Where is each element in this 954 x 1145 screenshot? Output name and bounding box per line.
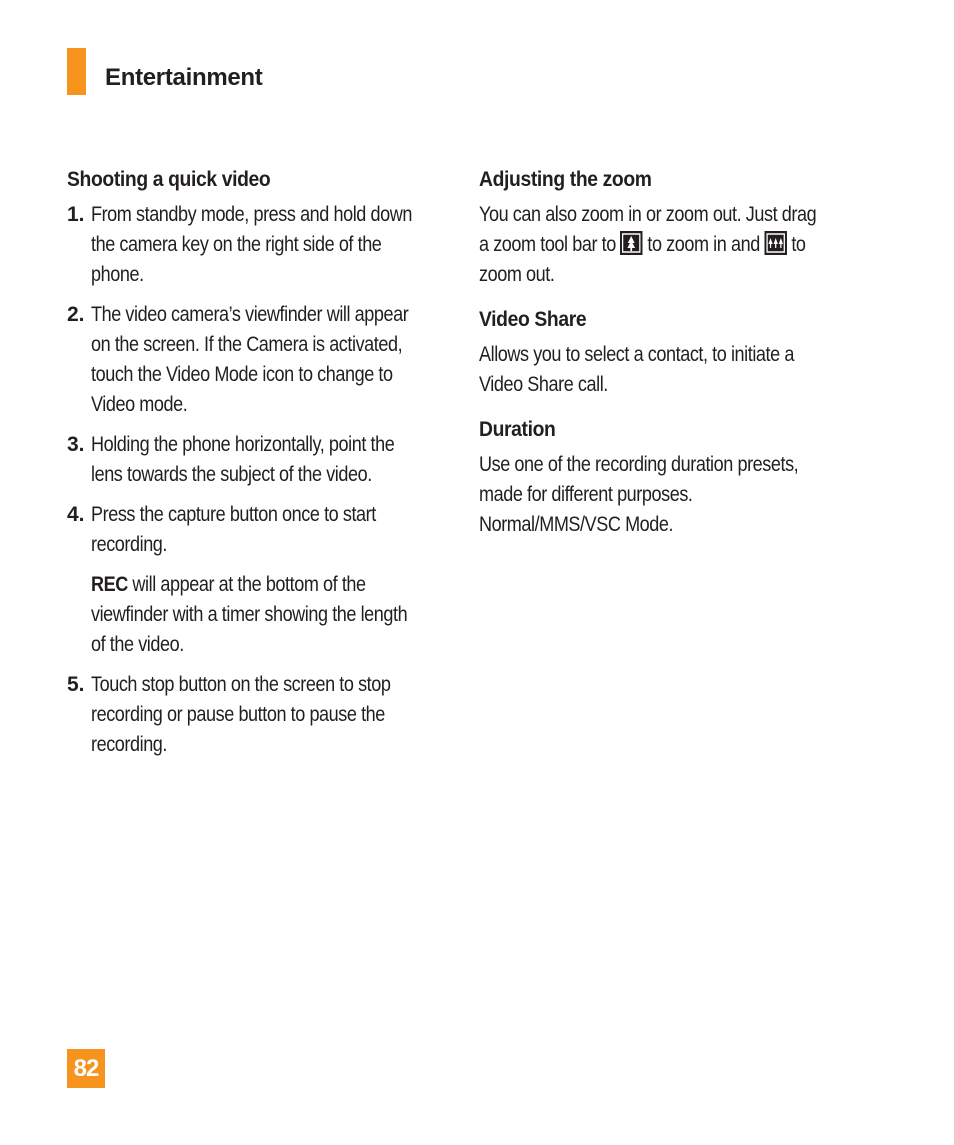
step-3 [67,430,447,490]
step-text-line: The video camera’s viewfinder will appear [91,303,409,326]
step-2 [67,300,447,420]
step-number: 1. [67,203,85,226]
zoom-text-line: You can also zoom in or zoom out. Just drag [479,203,817,226]
right-column [479,168,849,540]
step-text-line: Press the capture button once to start [91,503,376,526]
duration-text-line: Use one of the recording duration presets, [479,453,799,476]
step-text-line: From standby mode, press and hold down [91,203,412,226]
step-number: 2. [67,303,85,326]
duration-text-line: made for different purposes. [479,483,693,506]
step-1 [67,200,447,290]
step-4 [67,500,447,660]
heading-video-share: Video Share [479,308,587,331]
step-number: 5. [67,673,85,696]
step-text-line: recording or pause button to pause the [91,703,385,726]
step-text-line: Holding the phone horizontally, point the [91,433,395,456]
video-share-text-line: Allows you to select a contact, to initiate a [479,343,794,366]
step-5 [67,670,447,760]
step-text-line: touch the Video Mode icon to change to [91,363,393,386]
left-column [67,168,447,770]
zoom-out-icon [764,231,786,255]
zoom-in-icon [620,231,642,255]
video-share-text-line: Video Share call. [479,373,608,396]
duration-text-line: Normal/MMS/VSC Mode. [479,513,674,536]
rec-label: REC [91,573,128,596]
zoom-text: to [786,233,806,256]
zoom-text: a zoom tool bar to [479,233,621,256]
heading-shooting-quick-video: Shooting a quick video [67,168,271,191]
heading-adjusting-zoom: Adjusting the zoom [479,168,652,191]
step-number: 3. [67,433,85,456]
step-text-line: lens towards the subject of the video. [91,463,372,486]
step-text-line: on the screen. If the Camera is activated, [91,333,403,356]
step-text-line: phone. [91,263,144,286]
section-title: Entertainment [105,64,263,91]
section-accent-bar [67,48,86,95]
step-text-line: recording. [91,533,168,556]
step-number: 4. [67,503,85,526]
zoom-text: to zoom in and [642,233,765,256]
step-text-line: the camera key on the right side of the [91,233,382,256]
step-text-line: Touch stop button on the screen to stop [91,673,391,696]
step-text-line: recording. [91,733,168,756]
step-text-line: Video mode. [91,393,188,416]
rec-note-text: viewfinder with a timer showing the length [91,603,408,626]
page-number: 82 [67,1049,105,1088]
rec-note-text: of the video. [91,633,184,656]
rec-note-text: will appear at the bottom of the [127,573,366,596]
rec-note [91,570,459,660]
zoom-text-line: zoom out. [479,263,555,286]
heading-duration: Duration [479,418,556,441]
